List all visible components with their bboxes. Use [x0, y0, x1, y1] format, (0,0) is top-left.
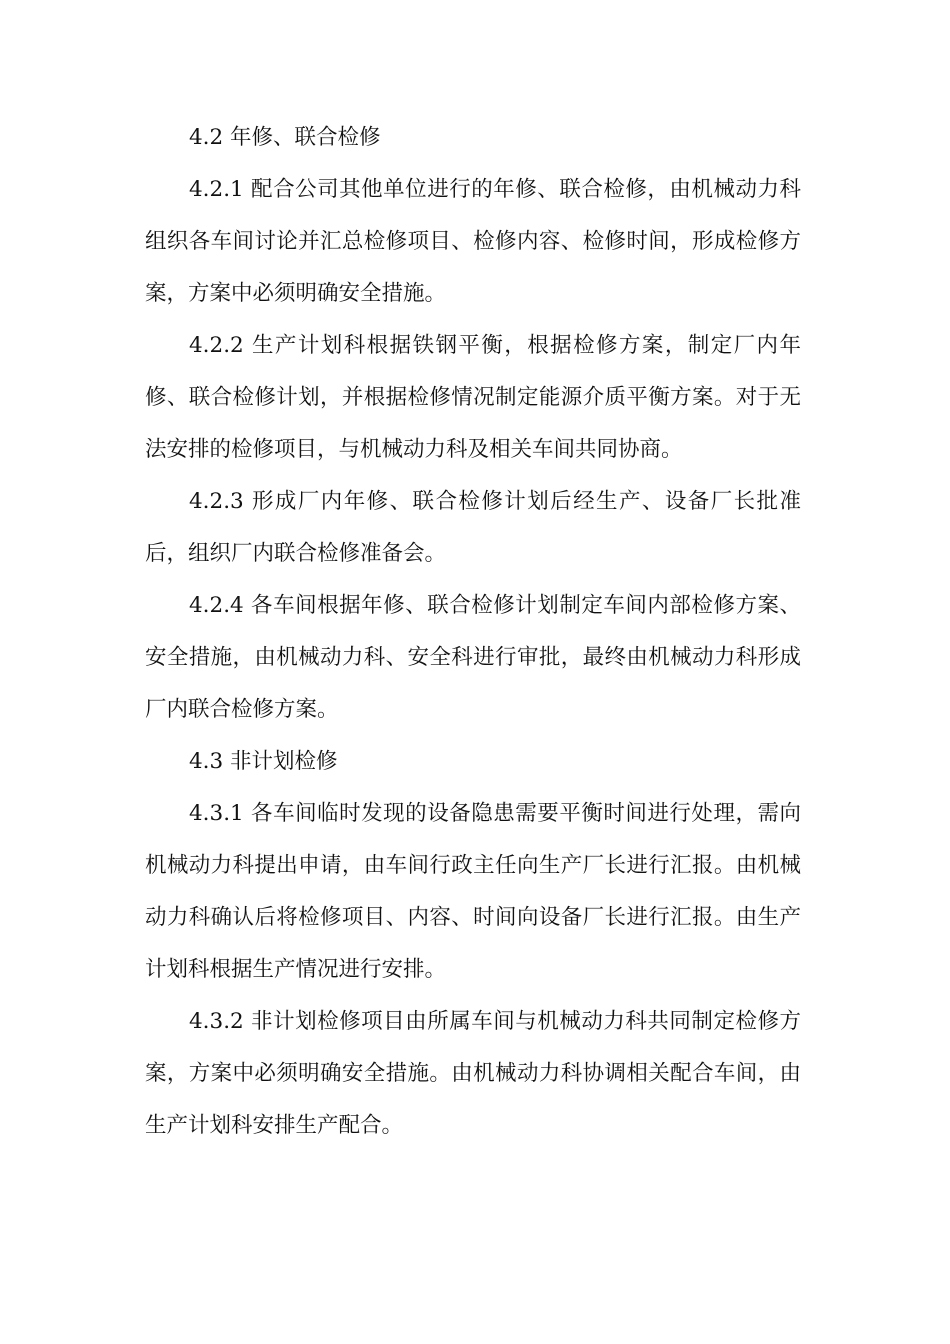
paragraph-4-3-1: 4.3.1 各车间临时发现的设备隐患需要平衡时间进行处理，需向机械动力科提出申请，由车间行政主任向生产厂长进行汇报。由机械动力科确认后将检修项目、内容、时间向设备厂长进行汇报。由生产计划科根据生产情况进行安排。: [145, 801, 801, 982]
paragraph-4-2-1: 4.2.1 配合公司其他单位进行的年修、联合检修，由机械动力科组织各车间讨论并汇总检修项目、检修内容、检修时间，形成检修方案，方案中必须明确安全措施。: [145, 177, 801, 306]
section-heading-4-3: 4.3 非计划检修: [189, 749, 338, 774]
section-heading-4-2: 4.2 年修、联合检修: [189, 125, 381, 150]
paragraph-4-3-2: 4.3.2 非计划检修项目由所属车间与机械动力科共同制定检修方案，方案中必须明确安全措施。由机械动力科协调相关配合车间，由生产计划科安排生产配合。: [145, 1009, 801, 1138]
paragraph-4-2-4: 4.2.4 各车间根据年修、联合检修计划制定车间内部检修方案、安全措施，由机械动力科、安全科进行审批，最终由机械动力科形成厂内联合检修方案。: [145, 593, 801, 722]
document-body: [145, 112, 801, 1152]
paragraph-4-2-2: 4.2.2 生产计划科根据铁钢平衡，根据检修方案，制定厂内年修、联合检修计划，并根据检修情况制定能源介质平衡方案。对于无法安排的检修项目，与机械动力科及相关车间共同协商。: [145, 333, 801, 462]
paragraph-4-2-3: 4.2.3 形成厂内年修、联合检修计划后经生产、设备厂长批准后，组织厂内联合检修准备会。: [145, 489, 801, 566]
